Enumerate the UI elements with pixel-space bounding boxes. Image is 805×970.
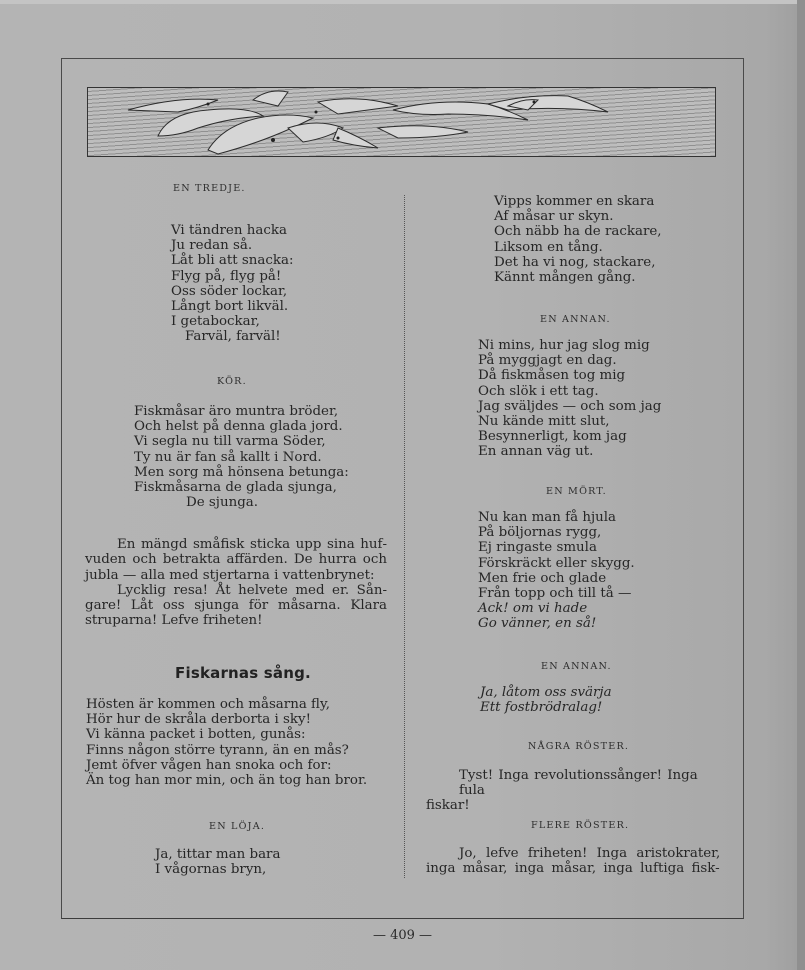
- seagulls-drawing: [88, 88, 716, 157]
- verse-line: Ju redan så.: [171, 238, 253, 254]
- verse-line: En annan väg ut.: [478, 444, 594, 460]
- speaker-en-annan-2: EN ANNAN.: [541, 661, 612, 672]
- verse-line: Långt bort likväl.: [171, 299, 289, 315]
- verse-line: Det ha vi nog, stackare,: [494, 254, 656, 270]
- verse-line: Förskräckt eller skygg.: [478, 555, 635, 571]
- verse-line: Jag sväljdes — och som jag: [478, 398, 662, 414]
- page-right-edge: [797, 0, 805, 970]
- verse-en-tredje: [171, 223, 294, 345]
- verse-line: På myggjagt en dag.: [478, 353, 617, 369]
- verse-line: Besynnerligt, kom jag: [478, 429, 627, 445]
- verse-line: Kännt mången gång.: [494, 270, 636, 286]
- verse-line: Ej ringaste smula: [478, 540, 597, 556]
- verse-line: Och slök i ett tag.: [478, 383, 599, 399]
- verse-line: Vi segla nu till varma Söder,: [134, 434, 326, 450]
- verse-line-italic: Ack! om vi hade: [478, 601, 588, 617]
- verse-ni-mins: [478, 338, 661, 460]
- verse-line: Finns någon större tyrann, än en mås?: [86, 742, 349, 758]
- verse-line: På böljornas rygg,: [478, 525, 602, 541]
- column-divider: [404, 195, 405, 878]
- verse-line: Farväl, farväl!: [185, 329, 281, 345]
- prose-smafisk: [85, 537, 387, 629]
- verse-line: Hör hur de skråla derborta i sky!: [86, 712, 311, 728]
- verse-line: Jemt öfver vågen han snoka och for:: [86, 757, 332, 773]
- verse-line: I getabockar,: [171, 314, 260, 330]
- verse-line: Och helst på denna glada jord.: [134, 419, 343, 435]
- verse-line: Från topp och till tå —: [478, 586, 632, 602]
- prose-line: Tyst! Inga revolutionssånger! Inga fula: [459, 768, 698, 799]
- speaker-en-loja: EN LÖJA.: [209, 821, 266, 832]
- prose-jo-lefve: [426, 846, 726, 876]
- verse-line: Fiskmåsar äro muntra bröder,: [134, 404, 339, 419]
- verse-line: Vi tändren hacka: [171, 223, 287, 238]
- verse-line: Då fiskmåsen tog mig: [478, 368, 626, 384]
- verse-en-mort: [478, 510, 635, 632]
- prose-line: Jo, lefve friheten! Inga aristokrater,: [459, 846, 721, 861]
- prose-paragraph: Lycklig resa! Åt helvete med er. Sångare! Låt oss sjunga för måsarna. Klara struparna! Lefve friheten!: [85, 582, 387, 629]
- speaker-en-tredje: EN TREDJE.: [173, 183, 246, 194]
- verse-line: Ni mins, hur jag slog mig: [478, 338, 650, 353]
- verse-fiskarnas-sang: [86, 697, 367, 788]
- verse-line: Nu kände mitt slut,: [478, 414, 610, 430]
- page-number: — 409 —: [372, 928, 433, 943]
- verse-line: De sjunga.: [186, 495, 259, 511]
- verse-line: Hösten är kommen och måsarna fly,: [86, 697, 331, 712]
- verse-fostbrodralag: [480, 685, 612, 715]
- verse-line: Fiskmåsarna de glada sjunga,: [134, 480, 337, 496]
- speaker-flere-roster: FLERE RÖSTER.: [531, 820, 630, 831]
- prose-line: inga måsar, inga måsar, inga luftiga fisk-: [426, 861, 720, 877]
- verse-line: Vi känna packet i botten, gunås:: [86, 727, 306, 743]
- verse-line: Ty nu är fan så kallt i Nord.: [134, 449, 322, 465]
- verse-line-italic: Go vänner, en så!: [478, 616, 597, 632]
- song-title: Fiskarnas sång.: [175, 664, 311, 682]
- verse-line-italic: Ja, låtom oss svärja: [480, 685, 612, 700]
- verse-line: Vipps kommer en skara: [494, 194, 655, 209]
- speaker-nagra-roster: NÅGRA RÖSTER.: [528, 741, 630, 752]
- seagulls-illustration-icon: [87, 87, 716, 157]
- verse-line: Nu kan man få hjula: [478, 510, 616, 525]
- speaker-en-mort: EN MÖRT.: [546, 486, 607, 497]
- speaker-en-annan-1: EN ANNAN.: [540, 314, 611, 325]
- verse-line: Flyg på, flyg på!: [171, 268, 282, 284]
- verse-line: Än tog han mor min, och än tog han bror.: [86, 773, 368, 789]
- verse-line-italic: Ett fostbrödralag!: [480, 700, 603, 716]
- verse-en-loja: [155, 847, 280, 877]
- verse-line: Och näbb ha de rackare,: [494, 224, 662, 240]
- verse-line: I vågornas bryn,: [155, 862, 267, 878]
- verse-line: Men sorg må hönsena betunga:: [134, 464, 349, 480]
- verse-line: Af måsar ur skyn.: [494, 209, 614, 225]
- verse-line: Liksom en tång.: [494, 239, 603, 255]
- verse-line: Men frie och glade: [478, 570, 607, 586]
- verse-line: Låt bli att snacka:: [171, 253, 294, 269]
- speaker-kor: KÖR.: [217, 376, 247, 387]
- prose-tyst: [426, 768, 726, 814]
- prose-paragraph: En mängd småfisk sticka upp sina hufvuden och betrakta affärden. De hurra och jubla — alla med stjertarna i vattenbrynet:: [85, 537, 387, 583]
- verse-vipps: [494, 194, 662, 285]
- verse-line: Ja, tittar man bara: [155, 847, 281, 862]
- page-top-edge: [0, 0, 805, 4]
- prose-line: fiskar!: [426, 798, 470, 814]
- verse-line: Oss söder lockar,: [171, 283, 288, 299]
- verse-kor: [134, 404, 349, 510]
